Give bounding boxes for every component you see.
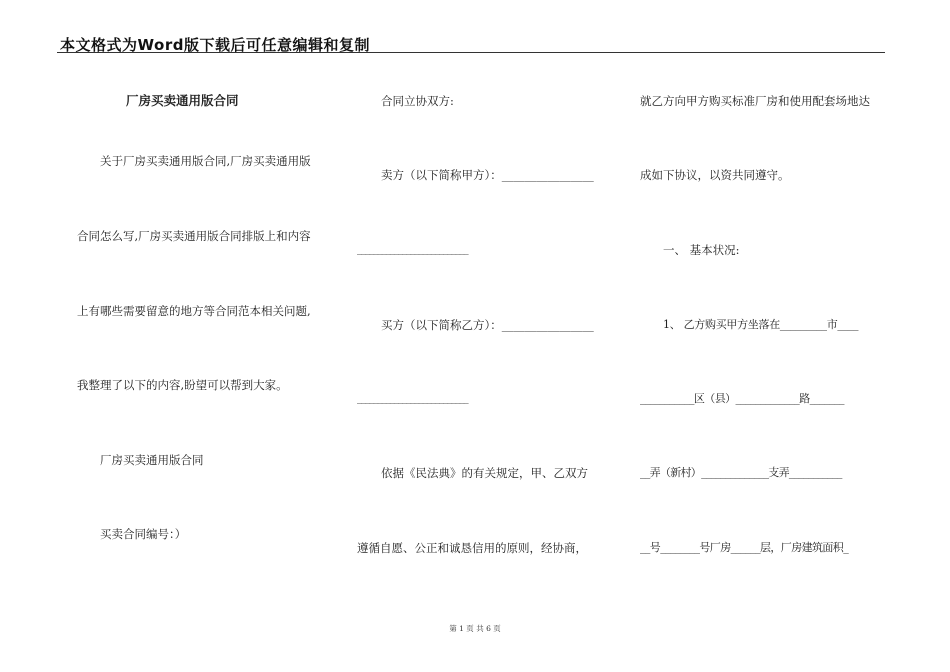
paragraph-line: 成如下协议，以资共同遵守。 <box>640 168 790 182</box>
paragraph-line: ___________________________ <box>357 244 468 255</box>
paragraph-line: 依据《民法典》的有关规定，甲、乙双方 <box>381 466 588 480</box>
paragraph-line: ___________区（县）_____________路_______ <box>640 392 844 405</box>
paragraph-line: __弄（新村）______________支弄___________ <box>640 466 842 479</box>
page-footer: 第 1 页 共 6 页 <box>449 624 501 633</box>
header-divider <box>57 52 885 53</box>
paragraph-line: __号________号厂房______层，厂房建筑面积_ <box>640 541 849 554</box>
paragraph-line: 遵循自愿、公正和诚恳信用的原则，经协商， <box>357 541 587 555</box>
paragraph-line: 就乙方向甲方购买标准厂房和使用配套场地达 <box>640 94 870 108</box>
paragraph-line: 厂房买卖通用版合同 <box>100 453 204 467</box>
paragraph-line: 合同怎么写,厂房买卖通用版合同排版上和内容 <box>77 229 311 243</box>
paragraph-line: 买方（以下简称乙方）：________________ <box>381 318 594 332</box>
paragraph-line: 我整理了以下的内容,盼望可以帮到大家。 <box>77 378 288 392</box>
paragraph-line: 一、 基本状况: <box>663 243 740 257</box>
paragraph-line: 卖方（以下简称甲方）：________________ <box>381 168 594 182</box>
paragraph-line: 关于厂房买卖通用版合同,厂房买卖通用版 <box>100 154 311 168</box>
header-title: 本文格式为Word版下载后可任意编辑和复制 <box>60 36 370 54</box>
paragraph-line: 合同立协双方: <box>381 94 454 108</box>
paragraph-line: 买卖合同编号：） <box>100 527 187 541</box>
paragraph-line: ___________________________ <box>357 393 468 404</box>
paragraph-line: 上有哪些需要留意的地方等合同范本相关问题, <box>77 304 311 318</box>
paragraph-line: 1、 乙方购买甲方坐落在_________市____ <box>663 318 859 331</box>
document-title: 厂房买卖通用版合同 <box>126 93 239 108</box>
